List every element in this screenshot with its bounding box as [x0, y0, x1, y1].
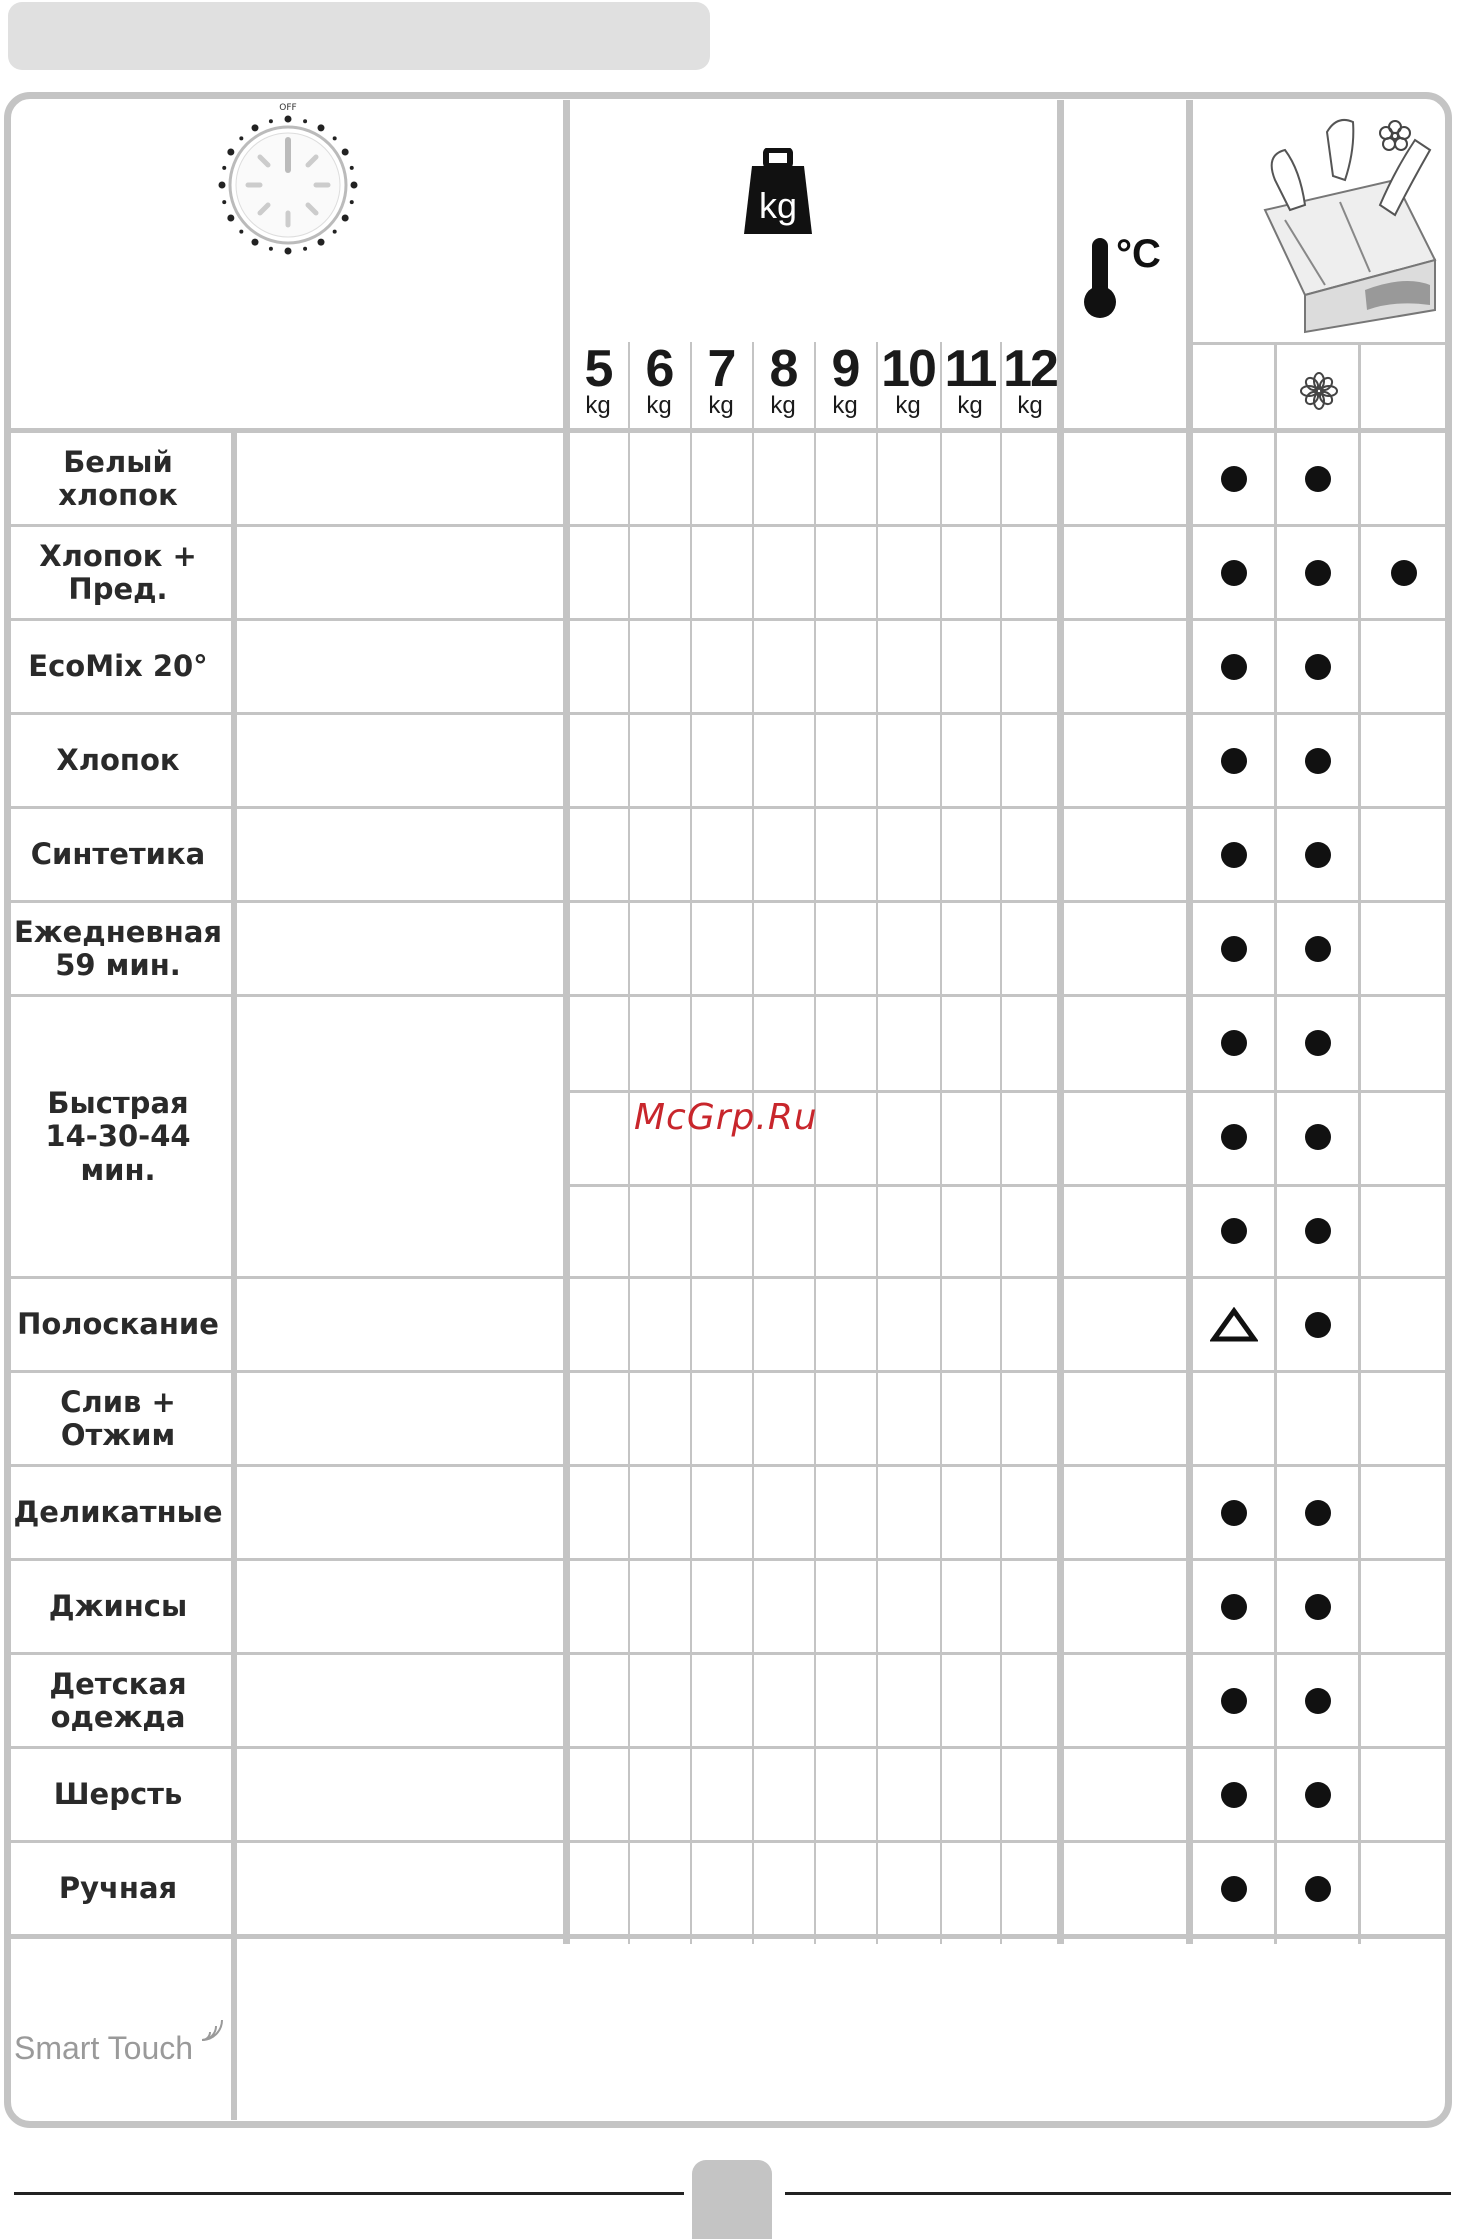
dot-mark — [1305, 1688, 1331, 1714]
program-label: Шерсть — [53, 1777, 183, 1812]
kg-column-line — [814, 342, 816, 1944]
load-unit: kg — [770, 392, 796, 419]
load-header-5kg — [567, 340, 629, 419]
kg-column-line — [690, 342, 692, 1944]
page-number-tab — [692, 2160, 772, 2239]
load-number: 7 — [707, 340, 735, 398]
dial-tick — [342, 215, 349, 222]
dial-tick — [227, 149, 234, 156]
program-label: Хлопок + Пред. — [39, 538, 197, 606]
program-label: Детская одежда — [49, 1666, 187, 1734]
sub-row-line — [570, 1184, 1446, 1187]
load-unit: kg — [646, 392, 672, 419]
dot-mark — [1305, 466, 1331, 492]
load-number: 5 — [584, 340, 612, 398]
dot-mark — [1221, 1124, 1247, 1150]
dot-mark — [1221, 1218, 1247, 1244]
load-header-10kg — [877, 340, 939, 419]
program-label: Джинсы — [48, 1589, 188, 1624]
dial-tick — [333, 136, 337, 140]
dot-mark — [1305, 1782, 1331, 1808]
load-header-7kg — [690, 340, 752, 419]
dial-tick — [252, 239, 259, 246]
load-number: 9 — [831, 340, 859, 398]
dot-mark — [1221, 842, 1247, 868]
temperature-unit-label: °C — [1116, 232, 1161, 276]
dot-mark — [1221, 1500, 1247, 1526]
program-dial-icon — [210, 100, 370, 260]
dial-tick — [252, 124, 259, 131]
kg-column-line — [876, 342, 878, 1944]
dial-tick — [350, 166, 354, 170]
detergent-drawer-icon — [1245, 110, 1445, 335]
load-number: 10 — [881, 340, 935, 398]
program-label: Быстрая 14-30-44 мин. — [45, 1085, 191, 1187]
dial-tick — [222, 200, 226, 204]
dial-tick — [333, 230, 337, 234]
load-number: 8 — [769, 340, 797, 398]
dot-mark — [1305, 654, 1331, 680]
kg-column-line — [628, 342, 630, 1944]
dot-mark — [1305, 1876, 1331, 1902]
load-unit: kg — [585, 392, 611, 419]
program-label: Деликатные — [13, 1495, 223, 1530]
sub-row-line — [570, 1090, 1446, 1093]
triangle-mark — [1210, 1307, 1258, 1343]
load-unit: kg — [895, 392, 921, 419]
dial-tick — [350, 200, 354, 204]
program-label: Белый хлопок — [58, 444, 178, 512]
watermark: McGrp.Ru — [634, 1097, 818, 1138]
dot-mark — [1221, 654, 1247, 680]
weight-kg-icon — [742, 148, 814, 236]
detergent-column-line — [1358, 342, 1361, 1944]
dial-tick — [227, 215, 234, 222]
smart-touch-logo — [14, 2030, 226, 2067]
dot-mark — [1305, 1312, 1331, 1338]
load-number: 6 — [645, 340, 673, 398]
weight-icon-label: kg — [758, 185, 798, 226]
dial-tick — [222, 166, 226, 170]
program-label: Полоскание — [17, 1307, 219, 1342]
program-label: Ручная — [58, 1871, 178, 1906]
load-unit: kg — [957, 392, 983, 419]
dial-tick — [219, 182, 226, 189]
dot-mark — [1305, 1500, 1331, 1526]
wireless-signal-icon — [198, 2016, 226, 2044]
dial-tick — [351, 182, 358, 189]
dot-mark — [1221, 1594, 1247, 1620]
dot-mark — [1221, 1688, 1247, 1714]
kg-column-line — [752, 342, 754, 1944]
dial-tick — [269, 119, 273, 123]
divider-temp-detergent — [1186, 100, 1193, 1944]
program-label: Синтетика — [30, 837, 206, 872]
dot-mark — [1221, 1876, 1247, 1902]
load-unit: kg — [1017, 392, 1043, 419]
dot-mark — [1305, 936, 1331, 962]
dial-tick — [269, 247, 273, 251]
program-label: Слив + Отжим — [60, 1384, 176, 1452]
dot-mark — [1305, 842, 1331, 868]
program-label: EcoMix 20° — [28, 649, 208, 684]
program-label: Ежедневная 59 мин. — [13, 914, 223, 982]
load-number: 12 — [1003, 340, 1057, 398]
dot-mark — [1221, 748, 1247, 774]
footer-rule-right — [785, 2192, 1451, 2195]
dot-mark — [1391, 560, 1417, 586]
load-header-6kg — [628, 340, 690, 419]
dial-tick — [303, 247, 307, 251]
dial-tick — [239, 230, 243, 234]
dial-tick — [342, 149, 349, 156]
dot-mark — [1221, 1782, 1247, 1808]
dial-tick — [318, 124, 325, 131]
dot-mark — [1305, 1124, 1331, 1150]
dial-tick — [239, 136, 243, 140]
detergent-column-line — [1274, 342, 1277, 1944]
load-header-11kg — [939, 340, 1001, 419]
load-header-9kg — [814, 340, 876, 419]
load-header-8kg — [752, 340, 814, 419]
flower-softener-icon — [1298, 370, 1340, 412]
dot-mark — [1221, 560, 1247, 586]
kg-column-line — [1000, 342, 1002, 1944]
load-header-12kg — [999, 340, 1061, 419]
dot-mark — [1305, 748, 1331, 774]
dot-mark — [1221, 936, 1247, 962]
program-label: Хлопок — [56, 743, 180, 778]
dial-tick — [318, 239, 325, 246]
dial-tick — [303, 119, 307, 123]
load-unit: kg — [708, 392, 734, 419]
footer-rule-left — [14, 2192, 684, 2195]
dot-mark — [1305, 1218, 1331, 1244]
dial-tick — [285, 116, 292, 123]
dot-mark — [1221, 1030, 1247, 1056]
thermometer-icon — [1080, 236, 1120, 320]
kg-column-line — [940, 342, 942, 1944]
dot-mark — [1305, 1594, 1331, 1620]
dial-off-label: OFF — [279, 103, 297, 113]
detergent-subheader-line — [1190, 342, 1446, 345]
load-unit: kg — [832, 392, 858, 419]
dot-mark — [1221, 466, 1247, 492]
dot-mark — [1305, 560, 1331, 586]
smart-touch-text: Smart Touch — [14, 2030, 194, 2066]
dial-tick — [285, 248, 292, 255]
dot-mark — [1305, 1030, 1331, 1056]
top-header-bar — [8, 2, 710, 70]
load-number: 11 — [944, 340, 996, 398]
